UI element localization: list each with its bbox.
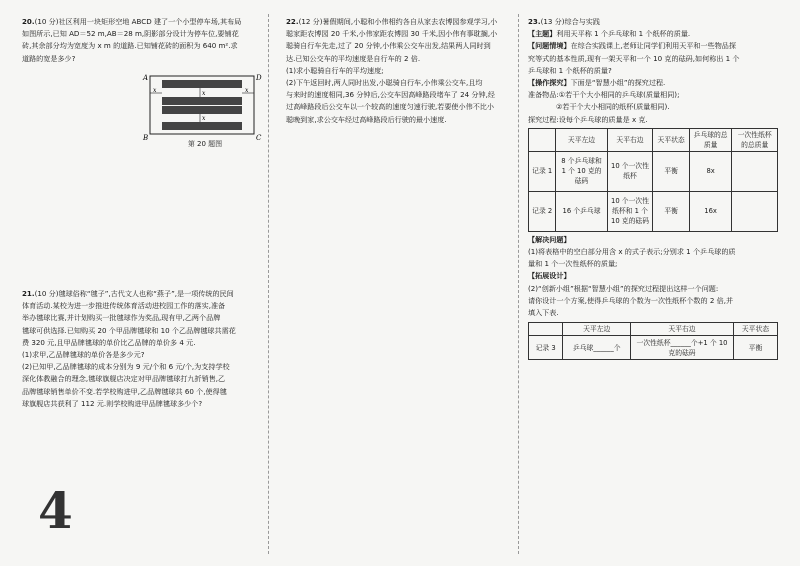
q20-line: (10 分)社区利用一块矩形空地 ABCD 建了一个小型停车场,其布局 xyxy=(34,17,242,26)
q23-head: (13 分)综合与实践 xyxy=(540,17,600,26)
q21-line: 体育活动.某校为进一步推进传统体育活动进校园工作的落实,准备 xyxy=(22,301,226,311)
q22-line: 聪家距农博园 20 千米,小伟家距农博园 30 千米,因小伟有事耽搁,小 xyxy=(286,29,498,39)
q22-line: 聪骑自行车先走,过了 20 分钟,小伟乘公交车出发,结果两人同时到 xyxy=(286,41,491,51)
table-cell: 8x xyxy=(689,151,731,191)
q21-line: 毽球可供选择.已知购买 20 个甲品牌毽球和 10 个乙品牌毽球共需花 xyxy=(22,325,236,335)
q23-situation-line: 究等式的基本性质,现有一架天平和一个 10 克的砝码,如何称出 1 个 xyxy=(528,53,740,63)
column-left xyxy=(22,16,262,408)
table-header: 乒乓球的总质量 xyxy=(689,128,731,151)
column-middle xyxy=(286,16,516,126)
q23-record-line: 探究过程:设每个乒乓球的质量是 x 克. xyxy=(528,114,648,124)
table-cell-blank xyxy=(732,151,778,191)
q22-line: 过高峰路段后公交车以一个较高的速度匀速行驶,若要使小伟不比小 xyxy=(286,102,494,112)
table-header-row xyxy=(529,323,778,336)
q20-line: 如图所示,已知 AD＝52 m,AB＝28 m,阴影部分设计为停车位,要铺花 xyxy=(22,29,239,39)
question-20 xyxy=(22,16,262,148)
q21-line: (10 分)毽球俗称“毽子”,古代文人也称“燕子”,是一项传统的民间 xyxy=(34,289,234,298)
q23-extend-line: 填入下表. xyxy=(528,308,559,318)
question-21 xyxy=(22,288,262,410)
table-header: 一次性纸杯的总质量 xyxy=(732,128,778,151)
question-number: 22. xyxy=(286,17,299,26)
column-divider-right xyxy=(518,14,519,554)
table-cell: 10 个一次性纸杯和 1 个 10 克的砝码 xyxy=(607,191,653,231)
table-cell: 一次性纸杯______个+1 个 10 克的砝码 xyxy=(631,336,734,360)
table-cell: 10 个一次性纸杯 xyxy=(607,151,653,191)
question-number: 23. xyxy=(528,17,541,26)
section-tag: 【问题情境】 xyxy=(528,41,571,51)
question-number: 20. xyxy=(22,17,35,26)
question-23 xyxy=(528,16,783,360)
q21-line: 品牌毽球销售单价不变.若学校购进甲,乙品牌毽球共 60 个,使得毽 xyxy=(22,386,227,396)
table-header: 天平状态 xyxy=(733,323,777,336)
table-cell: 平衡 xyxy=(653,151,690,191)
label-a: A xyxy=(143,74,149,82)
table-header: 天平左边 xyxy=(563,323,631,336)
label-x: x xyxy=(245,87,249,94)
q22-line: (1)求小聪骑自行车的平均速度; xyxy=(286,65,384,75)
table-header: 天平右边 xyxy=(631,323,734,336)
section-tag: 【主题】 xyxy=(528,29,557,39)
q23-prep: 准备物品:①若干个大小相同的乒乓球(质量相同); xyxy=(528,90,680,100)
q23-extend-line: (2)“创新小组”根据“智慧小组”的探究过程提出这样一个问题: xyxy=(528,283,719,293)
page-number: 4 xyxy=(38,481,73,540)
label-c: C xyxy=(256,134,262,142)
label-x: x xyxy=(202,115,206,122)
question-number: 21. xyxy=(22,289,35,298)
q20-line: 砖,其余部分均为宽度为 x m 的道路.已知铺花砖的面积为 640 m².求 xyxy=(22,41,238,51)
q21-line: (1)求甲,乙品牌毽球的单价各是多少元? xyxy=(22,350,145,360)
table-cell: 16x xyxy=(689,191,731,231)
parking-figure xyxy=(140,72,270,152)
table-cell: 平衡 xyxy=(653,191,690,231)
table-cell-blank xyxy=(732,191,778,231)
label-x: x xyxy=(202,90,206,97)
q21-line: 举办毽球比赛,并计划购买一批毽球作为奖品,现有甲,乙两个品牌 xyxy=(22,313,221,323)
section-tag: 【拓展设计】 xyxy=(528,271,571,281)
table-header xyxy=(529,323,563,336)
q23-situation-line: 乒乓球和 1 个纸杯的质量? xyxy=(528,65,612,75)
q21-line: 球旗舰店共获利了 112 元.则学校购进甲品牌毽球多少个? xyxy=(22,398,203,408)
table-cell: 记录 3 xyxy=(529,336,563,360)
q23-prep: ②若干个大小相同的纸杯(质量相同). xyxy=(556,102,670,112)
q21-line: 深化体教融合的理念,毽球旗舰店决定对甲品牌毽球打九折销售,乙 xyxy=(22,374,226,384)
q21-line: 费 320 元,且甲品牌毽球的单价比乙品牌的单价多 4 元. xyxy=(22,337,196,347)
table-cell: 记录 1 xyxy=(529,151,556,191)
record-table xyxy=(528,128,778,232)
table-row xyxy=(529,151,778,191)
table-header: 天平左边 xyxy=(556,128,607,151)
q23-op: 下面是“智慧小组”的探究过程. xyxy=(570,78,666,88)
table-header: 天平状态 xyxy=(653,128,690,151)
table-header-row xyxy=(529,128,778,151)
q22-line: 聪晚到家,求公交车经过高峰路段后行驶的最小速度. xyxy=(286,114,447,124)
q23-solve-line: (1)将表格中的空白部分用含 x 的式子表示;分别求 1 个乒乓球的质 xyxy=(528,247,736,257)
table-cell: 8 个乒乓球和 1 个 10 克的砝码 xyxy=(556,151,607,191)
q23-theme: 利用天平称 1 个乒乓球和 1 个纸杯的质量. xyxy=(556,29,691,39)
label-b: B xyxy=(143,134,149,142)
table-cell: 16 个乒乓球 xyxy=(556,191,607,231)
question-22 xyxy=(286,16,516,126)
label-d: D xyxy=(256,74,262,82)
table-cell: 平衡 xyxy=(733,336,777,360)
q23-extend-line: 请你设计一个方案,使得乒乓球的个数为一次性纸杯个数的 2 倍,并 xyxy=(528,295,734,305)
column-right xyxy=(528,16,783,360)
table-cell: 记录 2 xyxy=(529,191,556,231)
table-header: 天平右边 xyxy=(607,128,653,151)
q22-line: 达.已知公交车的平均速度是自行车的 2 倍. xyxy=(286,53,421,63)
q22-line: 与来时的速度相同,36 分钟后,公交车因高峰路段堵车了 24 分钟,经 xyxy=(286,90,495,100)
section-tag: 【操作探究】 xyxy=(528,78,571,88)
figure-caption: 第 20 题图 xyxy=(187,140,223,148)
table-cell: 乒乓球______个 xyxy=(563,336,631,360)
table-row xyxy=(529,191,778,231)
q23-solve-line: 量和 1 个一次性纸杯的质量; xyxy=(528,259,618,269)
q20-line: 道路的宽是多少? xyxy=(22,53,76,63)
table-header xyxy=(529,128,556,151)
q23-situation-line: 在综合实践课上,老师让同学们利用天平和一些物品探 xyxy=(570,41,736,51)
label-x: x xyxy=(153,87,157,94)
table-row xyxy=(529,336,778,360)
q21-line: (2)已知甲,乙品牌毽球的成本分别为 9 元/个和 6 元/个,为支持学校 xyxy=(22,362,230,372)
q22-line: (12 分)暑假期间,小聪和小伟相约各自从家去农博园参观学习,小 xyxy=(298,17,498,26)
design-table xyxy=(528,322,778,360)
section-tag: 【解决问题】 xyxy=(528,234,571,244)
q22-line: (2)下午返回时,两人同时出发,小聪骑自行车,小伟乘公交车,且均 xyxy=(286,78,483,88)
